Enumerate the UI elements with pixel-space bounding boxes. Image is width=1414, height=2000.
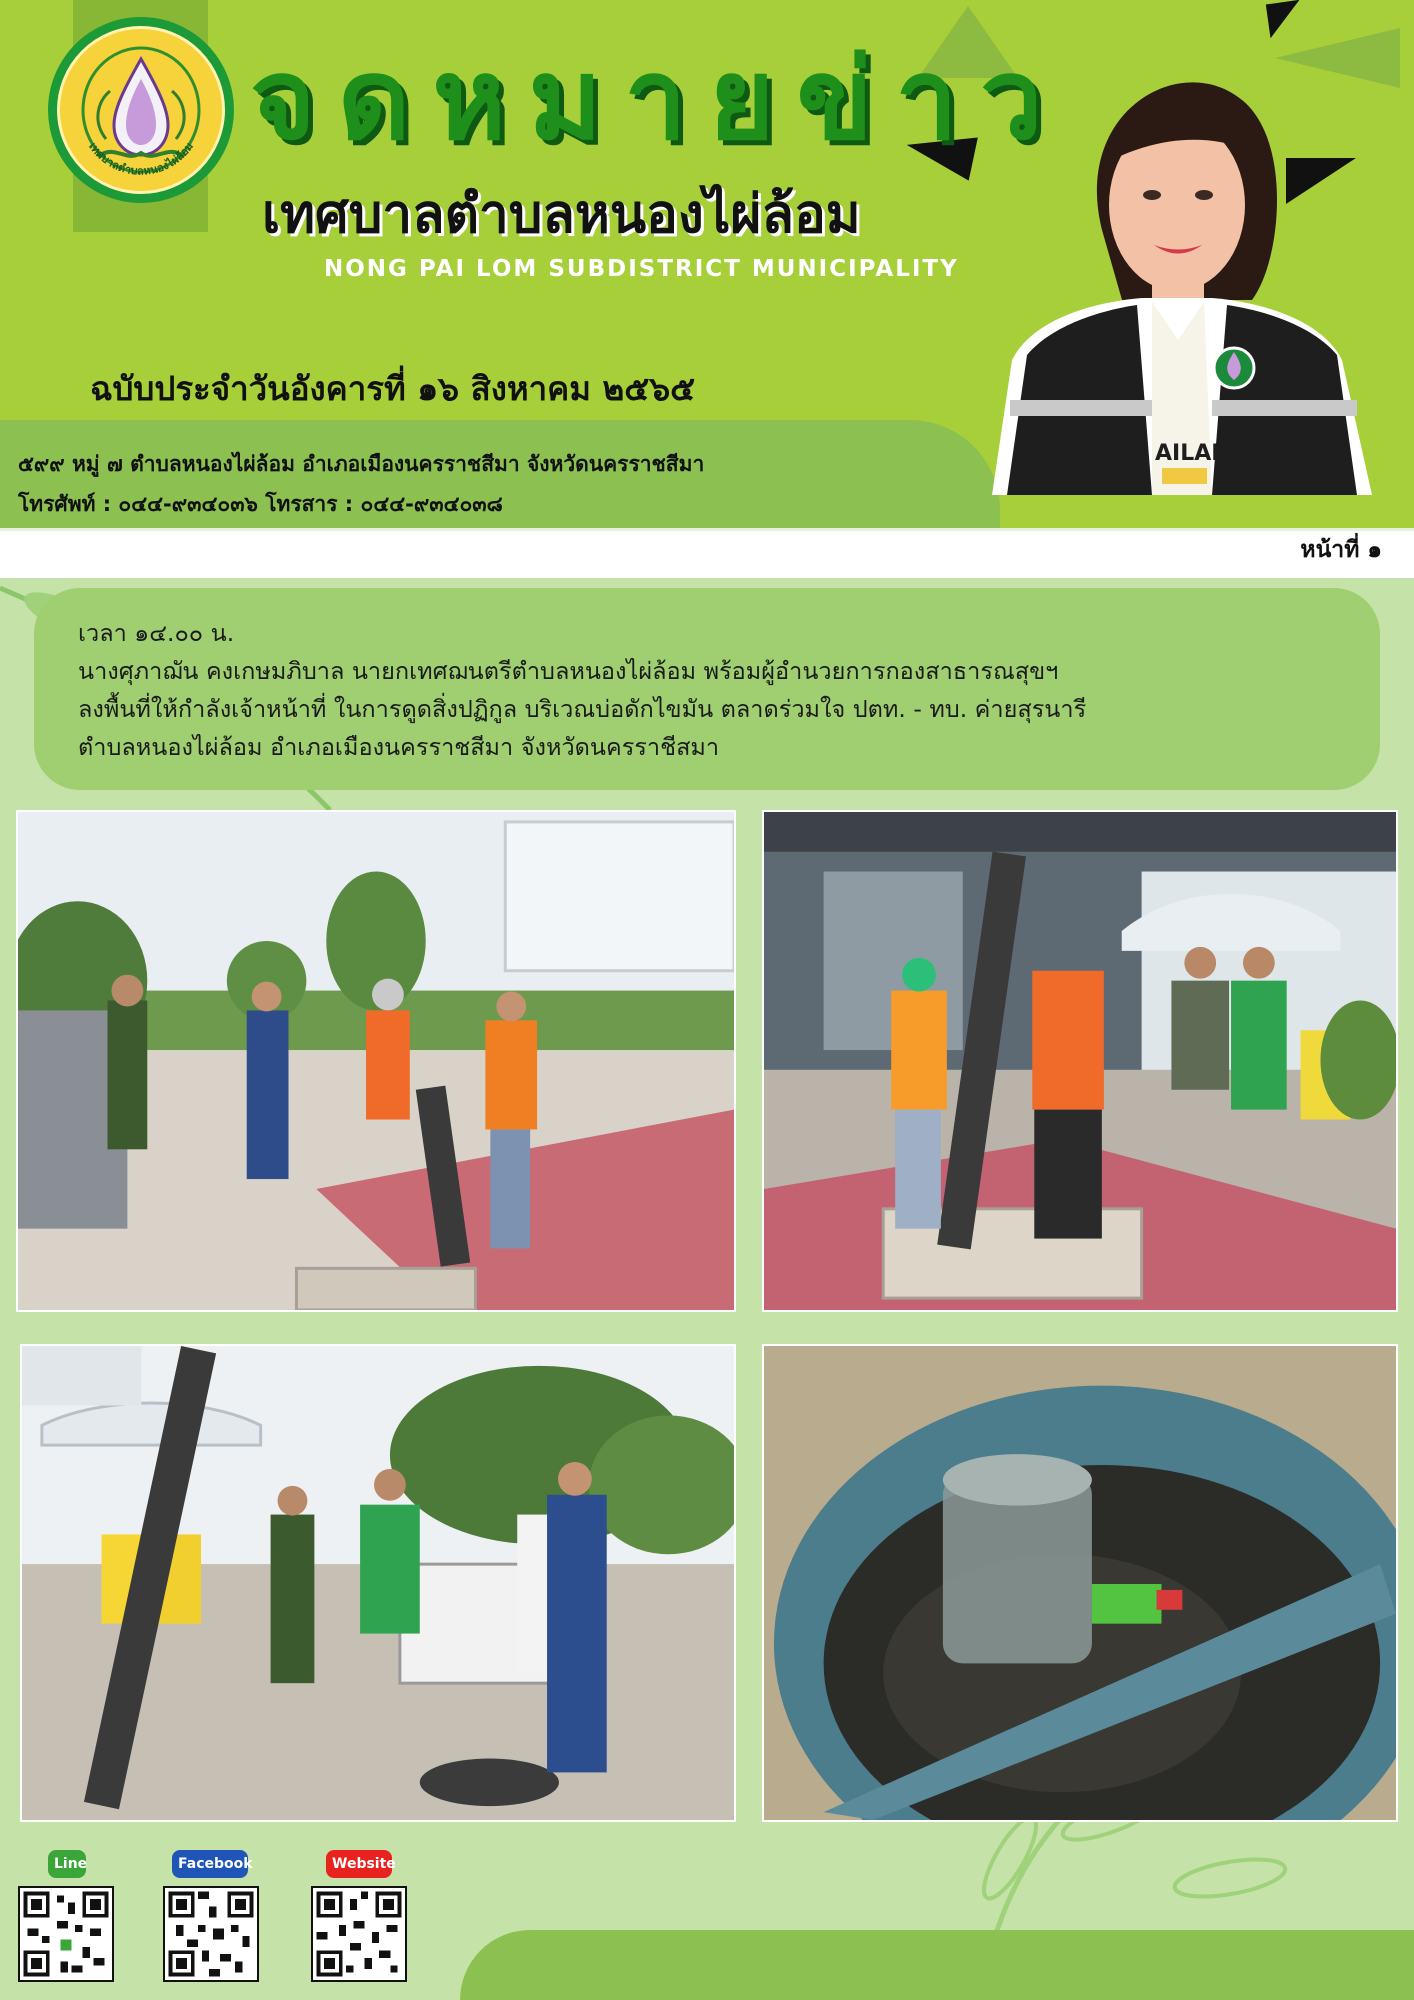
header-banner	[0, 0, 1414, 528]
svg-text:AILAND: AILAND	[1155, 441, 1248, 466]
mayor-portrait-image	[972, 40, 1392, 495]
article-line-1: นางศุภาฌัน คงเกษมภิบาล นายกเทศฌนตรีตำบลหนองไผ่ล้อม พร้อมผู้อำนวยการกองสาธารณสุขฯ	[78, 657, 1059, 685]
line-badge[interactable]: Line	[48, 1850, 86, 1878]
newsletter-title: จดหมายข่าว	[250, 35, 1065, 165]
article-line-2: ลงพื้นที่ให้กำลังเจ้าหน้าที่ ในการดูดสิ่งปฏิกูล บริเวณบ่อดักไขมัน ตลาดร่วมใจ ปตท. - ทบ. ค่ายสุรนารี	[78, 695, 1087, 723]
address-text: ๕๙๙ หมู่ ๗ ตำบลหนองไผ่ล้อม อำเภอเมืองนครราชสีมา จังหวัดนครราชสีมา	[18, 452, 705, 476]
contact-text: โทรศัพท์ : ๐๔๔-๙๓๔๐๓๖ โทรสาร : ๐๔๔-๙๓๔๐๓๘	[18, 492, 503, 516]
website-qr-code[interactable]	[311, 1886, 407, 1982]
issue-date: ฉบับประจำวันอังคารที่ ๑๖ สิงหาคม ๒๕๖๕	[90, 369, 696, 408]
decor-triangle	[1266, 0, 1304, 38]
activity-photo-3	[20, 1344, 736, 1822]
article-line-3: ตำบลหนองไผ่ล้อม อำเภอเมืองนครราชสีมา จังหวัดนครราชีสมา	[78, 733, 720, 761]
website-badge[interactable]: Website	[326, 1850, 392, 1878]
page-strip	[0, 528, 1414, 578]
facebook-badge[interactable]: Facebook	[172, 1850, 248, 1878]
activity-photo-1	[16, 810, 736, 1312]
municipality-seal-logo	[48, 17, 234, 203]
activity-photo-4	[762, 1344, 1398, 1822]
svg-text:เทศบาลตำบลหนองไผ่ล้อม: เทศบาลตำบลหนองไผ่ล้อม	[86, 140, 196, 178]
article-time: เวลา ๑๔.๐๐ น.	[78, 619, 235, 647]
municipality-name-english: NONG PAI LOM SUBDISTRICT MUNICIPALITY	[324, 256, 959, 282]
page-number: หน้าที่ ๑	[1300, 537, 1382, 563]
municipality-name-thai: เทศบาลตำบลหนองไผ่ล้อม	[262, 184, 861, 245]
line-qr-code[interactable]	[18, 1886, 114, 1982]
facebook-qr-code[interactable]	[163, 1886, 259, 1982]
activity-photo-2	[762, 810, 1398, 1312]
footer-band	[460, 1930, 1414, 2000]
